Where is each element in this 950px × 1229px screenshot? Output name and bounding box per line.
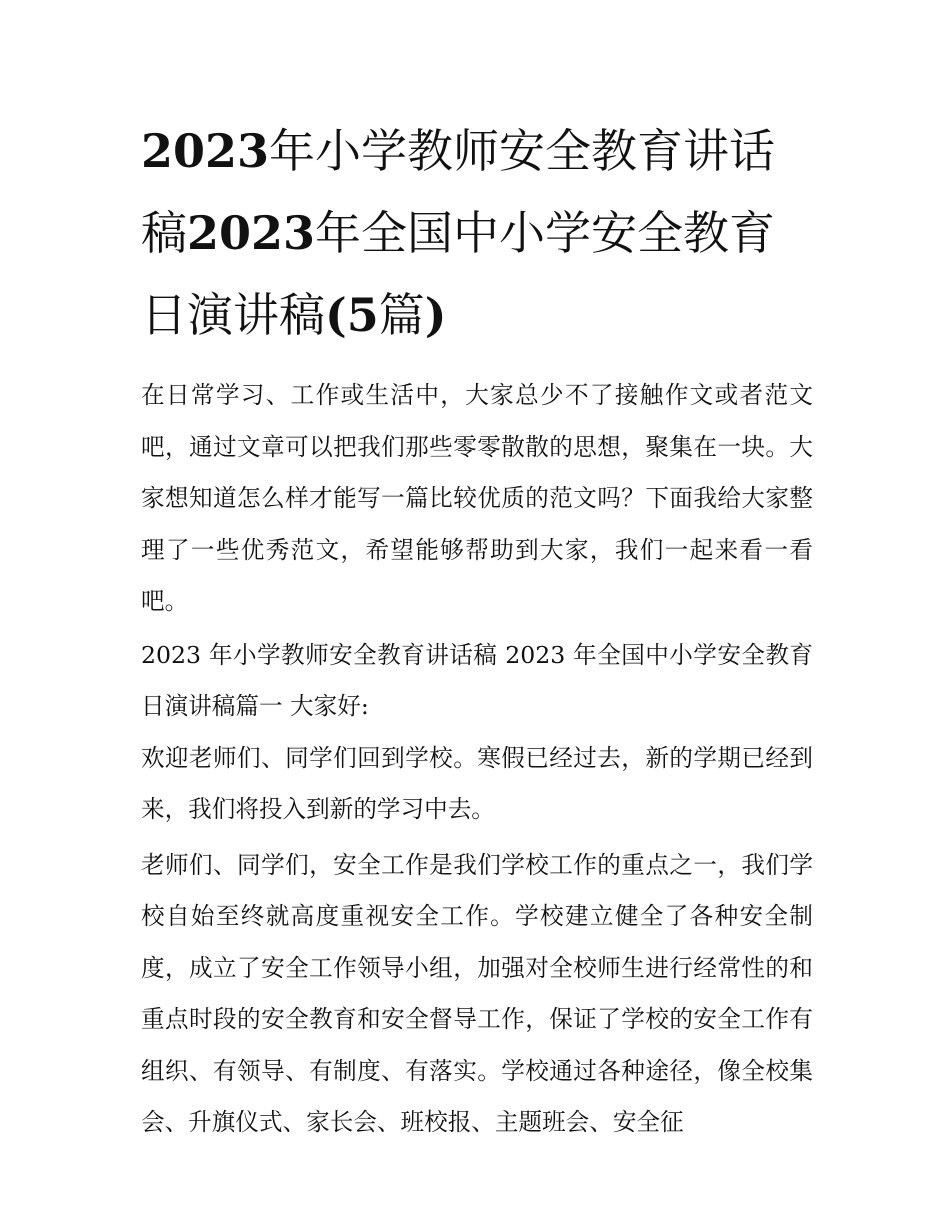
document-title — [141, 110, 813, 356]
section-heading-paragraph: 2023 年小学教师安全教育讲话稿 2023 年全国中小学安全教育日演讲稿篇一 大家好: — [141, 640, 813, 720]
title-part: 年小学教师安全教育讲话稿 — [141, 124, 776, 260]
title-part: 年全国中小学安全教育日演讲稿 — [141, 206, 776, 342]
title-part: ) — [424, 288, 447, 342]
intro-paragraph: 在日常学习、工作或生活中，大家总少不了接触作文或者范文吧，通过文章可以把我们那些零零散散的思想，聚集在一块。大家想知道怎么样才能写一篇比较优质的范文吗？下面我给大家整理了一些优秀范文，希望能够帮助到大家，我们一起来看一看吧。 — [141, 381, 813, 615]
body-paragraph: 老师们、同学们，安全工作是我们学校工作的重点之一，我们学校自始至终就高度重视安全工作。学校建立健全了各种安全制度，成立了安全工作领导小组，加强对全校师生进行经常性的和重点时段的安全教育和安全督导工作，保证了学校的安全工作有组织、有领导、有制度、有落实。学校通过各种途径，像全校集会、升旗仪式、家长会、班校报、主题班会、安全征 — [141, 850, 813, 1136]
document-page — [141, 110, 813, 1153]
title-part: 篇 — [378, 288, 425, 342]
body-paragraph: 欢迎老师们、同学们回到学校。寒假已经过去，新的学期已经到来，我们将投入到新的学习中去。 — [141, 743, 813, 823]
title-part: (5 — [325, 288, 379, 342]
title-part: 2023 — [187, 206, 316, 260]
title-part: 2023 — [141, 124, 270, 178]
